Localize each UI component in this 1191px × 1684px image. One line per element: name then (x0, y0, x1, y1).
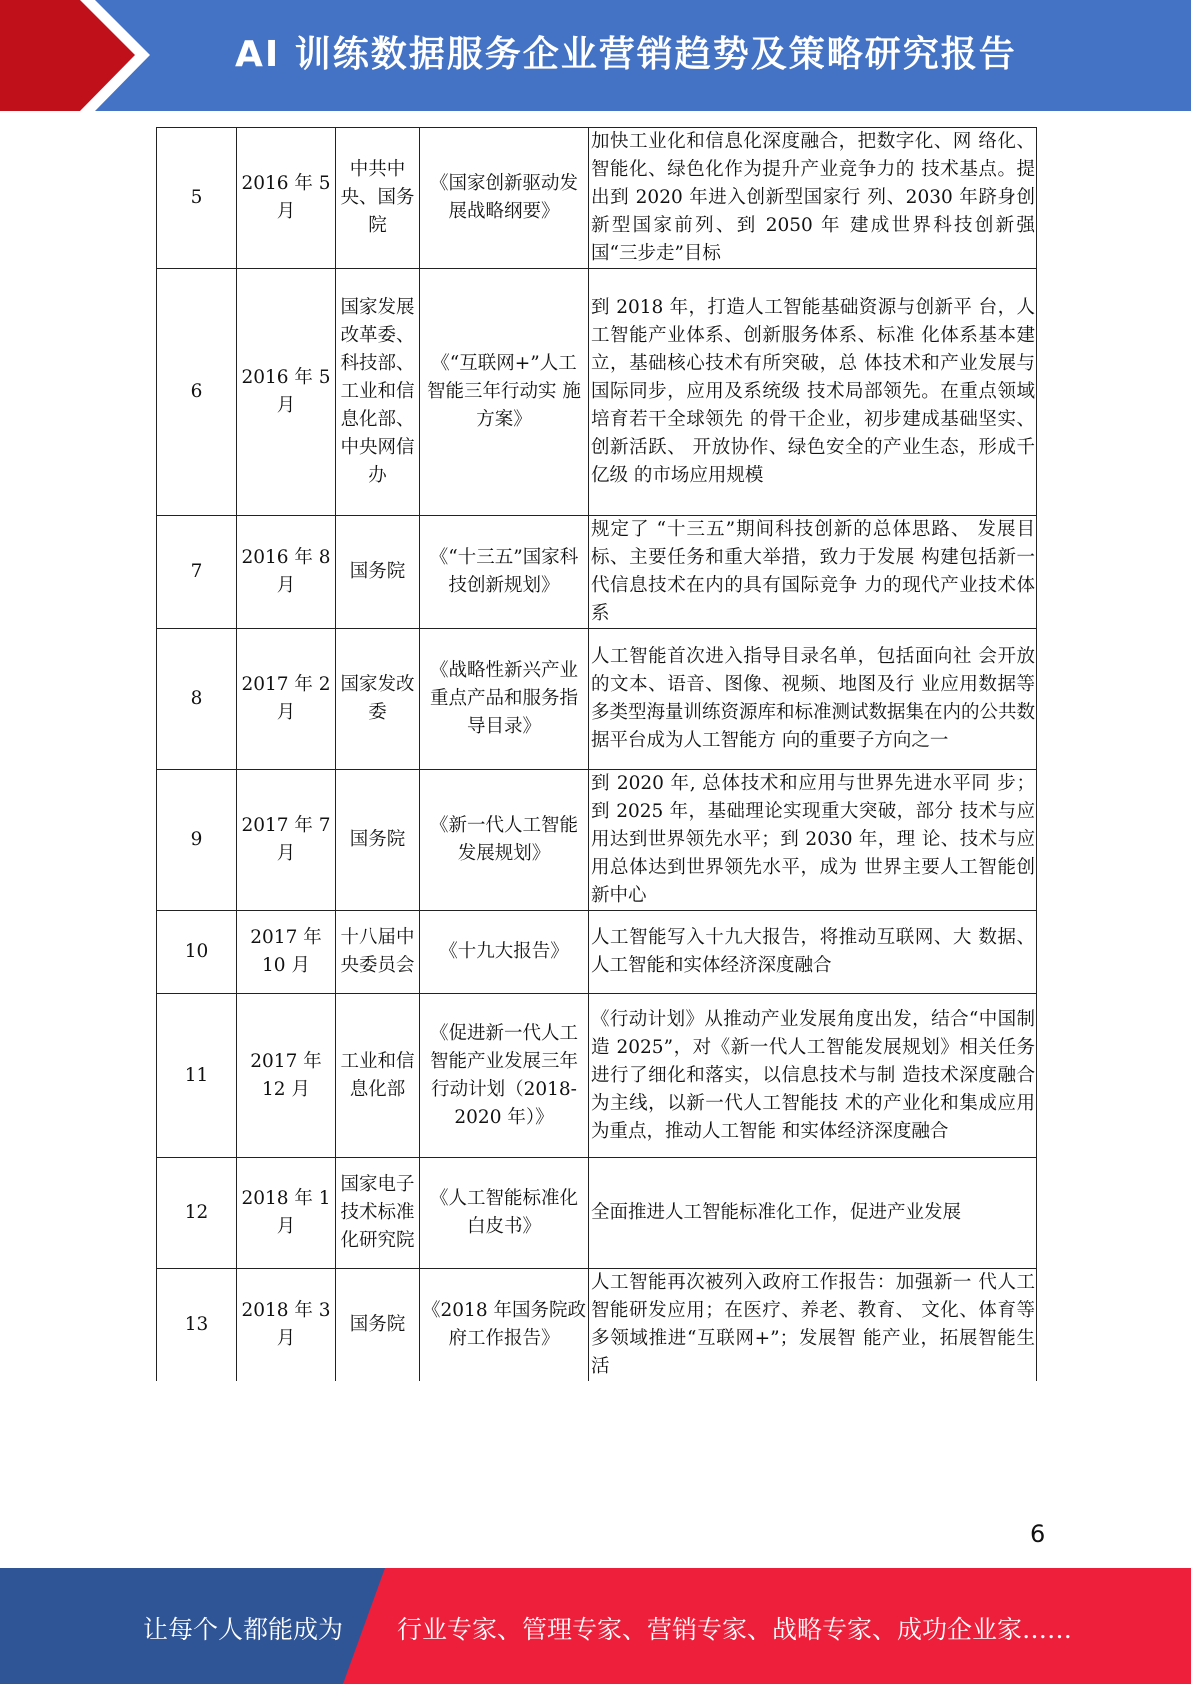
table-row (157, 269, 1037, 516)
policy-description: 人工智能首次进入指导目录名单，包括面向社 会开放的文本、语音、图像、视频、地图及行 业应用数据等多类型海量训练资源库和标准测试数据集在内的公共数据平台成为人工智能方 向的重要子方向之一 (589, 629, 1037, 770)
issuing-department: 国务院 (336, 1269, 420, 1382)
issuing-department: 国务院 (336, 770, 420, 911)
issuing-department: 工业和信息化部 (336, 994, 420, 1158)
issue-date: 2016 年 5 月 (237, 269, 336, 516)
issuing-department: 中共中央、国务院 (336, 128, 420, 269)
row-number: 12 (157, 1158, 237, 1269)
document-name: 《新一代人工智能发展规划》 (420, 770, 589, 911)
table-row (157, 1158, 1037, 1269)
footer-banner (0, 1568, 1191, 1684)
issuing-department: 国家电子技术标准化研究院 (336, 1158, 420, 1269)
table-row (157, 629, 1037, 770)
document-name: 《十九大报告》 (420, 911, 589, 994)
table-row (157, 770, 1037, 911)
table-row (157, 911, 1037, 994)
policy-table (156, 127, 1037, 1381)
issue-date: 2017 年 10 月 (237, 911, 336, 994)
row-number: 11 (157, 994, 237, 1158)
policy-description: 《行动计划》从推动产业发展角度出发，结合“中国制造 2025”，对《新一代人工智能发展规划》相关任务进行了细化和落实，以信息技术与制 造技术深度融合为主线，以新一代人工智能技 术的产业化和集成应用为重点，推动人工智能 和实体经济深度融合 (589, 994, 1037, 1158)
page-number: 6 (1030, 1520, 1046, 1548)
row-number: 5 (157, 128, 237, 269)
policy-description: 到 2020 年, 总体技术和应用与世界先进水平同 步；到 2025 年，基础理论实现重大突破，部分 技术与应用达到世界领先水平；到 2030 年，理 论、技术与应用总体达到世界领先水平，成为 世界主要人工智能创新中心 (589, 770, 1037, 911)
issue-date: 2018 年 3 月 (237, 1269, 336, 1382)
document-name: 《人工智能标准化白皮书》 (420, 1158, 589, 1269)
issue-date: 2016 年 8 月 (237, 516, 336, 629)
document-name: 《国家创新驱动发展战略纲要》 (420, 128, 589, 269)
issue-date: 2017 年 7 月 (237, 770, 336, 911)
document-name: 《“互联网+”人工 智能三年行动实 施方案》 (420, 269, 589, 516)
policy-description: 全面推进人工智能标准化工作，促进产业发展 (589, 1158, 1037, 1269)
row-number: 10 (157, 911, 237, 994)
issue-date: 2016 年 5 月 (237, 128, 336, 269)
footer-slogan-right: 行业专家、管理专家、营销专家、战略专家、成功企业家…… (397, 1615, 1073, 1644)
policy-description: 人工智能再次被列入政府工作报告：加强新一 代人工智能研发应用；在医疗、养老、教育、 文化、体育等多领域推进“互联网+”；发展智 能产业，拓展智能生活 (589, 1269, 1037, 1382)
row-number: 9 (157, 770, 237, 911)
document-name: 《2018 年国务院政府工作报告》 (420, 1269, 589, 1382)
header-arrow-decoration (0, 0, 160, 111)
document-name: 《战略性新兴产业重点产品和服务指导目录》 (420, 629, 589, 770)
issuing-department: 国家发展改革委、科技部、工业和信息化部、中央网信办 (336, 269, 420, 516)
row-number: 6 (157, 269, 237, 516)
report-title: AI 训练数据服务企业营销趋势及策略研究报告 (235, 34, 1017, 75)
issuing-department: 国家发改委 (336, 629, 420, 770)
table-row (157, 516, 1037, 629)
row-number: 13 (157, 1269, 237, 1382)
issuing-department: 十八届中央委员会 (336, 911, 420, 994)
table-row (157, 994, 1037, 1158)
issue-date: 2018 年 1 月 (237, 1158, 336, 1269)
policy-description: 规定了 “十三五”期间科技创新的总体思路、 发展目标、主要任务和重大举措，致力于发展 构建包括新一代信息技术在内的具有国际竞争 力的现代产业技术体系 (589, 516, 1037, 629)
issuing-department: 国务院 (336, 516, 420, 629)
row-number: 8 (157, 629, 237, 770)
header-banner (0, 0, 1191, 111)
footer-slogan-left: 让每个人都能成为 (143, 1615, 344, 1644)
row-number: 7 (157, 516, 237, 629)
document-name: 《“十三五”国家科技创新规划》 (420, 516, 589, 629)
table-row (157, 1269, 1037, 1382)
policy-description: 人工智能写入十九大报告，将推动互联网、大 数据、人工智能和实体经济深度融合 (589, 911, 1037, 994)
issue-date: 2017 年 2 月 (237, 629, 336, 770)
policy-description: 加快工业化和信息化深度融合，把数字化、网 络化、智能化、绿色化作为提升产业竞争力的 技术基点。提出到 2020 年进入创新型国家行 列、2030 年跻身创新型国家前列、到 2050 年 建成世界科技创新强国“三步走”目标 (589, 128, 1037, 269)
policy-description: 到 2018 年，打造人工智能基础资源与创新平 台，人工智能产业体系、创新服务体系、标准 化体系基本建立，基础核心技术有所突破，总 体技术和产业发展与国际同步，应用及系统级 技术局部领先。在重点领域培育若干全球领先 的骨干企业，初步建成基础坚实、创新活跃、 开放协作、绿色安全的产业生态，形成千亿级 的市场应用规模 (589, 269, 1037, 516)
issue-date: 2017 年 12 月 (237, 994, 336, 1158)
table-row (157, 128, 1037, 269)
document-name: 《促进新一代人工智能产业发展三年行动计划（2018-2020 年）》 (420, 994, 589, 1158)
